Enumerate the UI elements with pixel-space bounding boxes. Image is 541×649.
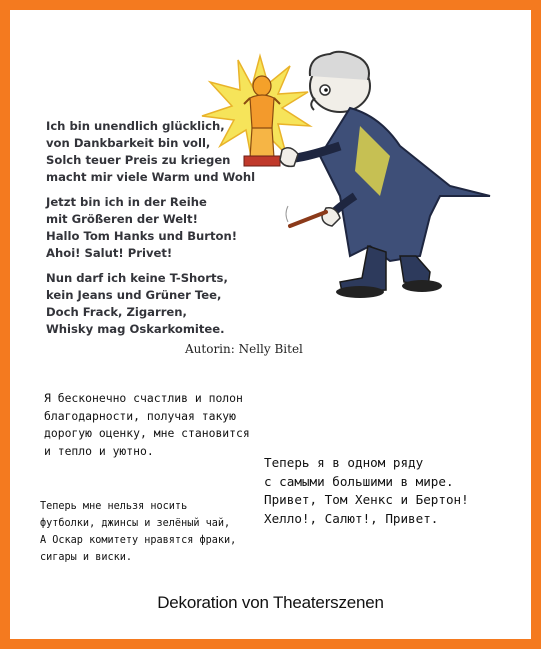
translation-line: Теперь я в одном ряду [264,455,424,470]
translation-block-1 [44,390,250,460]
poem-line: Whisky mag Oskarkomitee. [46,322,225,336]
poem-line: Solch teuer Preis zu kriegen [46,153,231,167]
poem-german [46,118,306,346]
translation-line: футболки, джинсы и зелёный чай, [40,518,231,529]
translation-line: Я бесконечно счастлив и полон [44,391,243,405]
poem-line: Doch Frack, Zigarren, [46,305,187,319]
stanza-3 [46,270,306,338]
translation-block-2 [264,454,469,528]
author-credit: Autorin: Nelly Bitel [185,342,303,356]
translation-line: сигары и виски. [40,552,133,563]
translation-line: благодарности, получая такую [44,408,237,423]
translation-line: Теперь мне нельзя носить [40,501,188,512]
poem-line: mit Größeren der Welt! [46,212,198,226]
translation-line: Хелло!, Салют!, Привет. [264,510,439,526]
stanza-1 [46,118,306,186]
translation-block-3 [40,498,236,566]
poem-line: Hallo Tom Hanks und Burton! [46,229,238,243]
poem-line: Nun darf ich keine T-Shorts, [46,271,228,285]
poem-line: Ahoi! Salut! Privet! [46,246,173,260]
poem-line: von Dankbarkeit bin voll, [46,136,211,150]
translation-line: А Оскар комитету нравятся фраки, [40,535,237,546]
poem-line: Jetzt bin ich in der Reihe [46,195,207,209]
translation-line: и тепло и уютно. [44,443,154,458]
translation-line: Привет, Том Хенкс и Бертон! [264,492,469,507]
caption: Dekoration von Theaterszenen [157,593,384,612]
poem-line: kein Jeans und Grüner Tee, [46,288,222,302]
translation-line: с самыми большими в мире. [264,473,454,489]
poem-line: macht mir viele Warm und Wohl [46,170,256,184]
stanza-2 [46,194,306,262]
old-man-in-tailcoat-icon [280,52,490,298]
poem-line: Ich bin unendlich glücklich, [46,119,225,133]
poster [10,10,531,639]
translation-line: дорогую оценку, мне становится [44,426,250,440]
